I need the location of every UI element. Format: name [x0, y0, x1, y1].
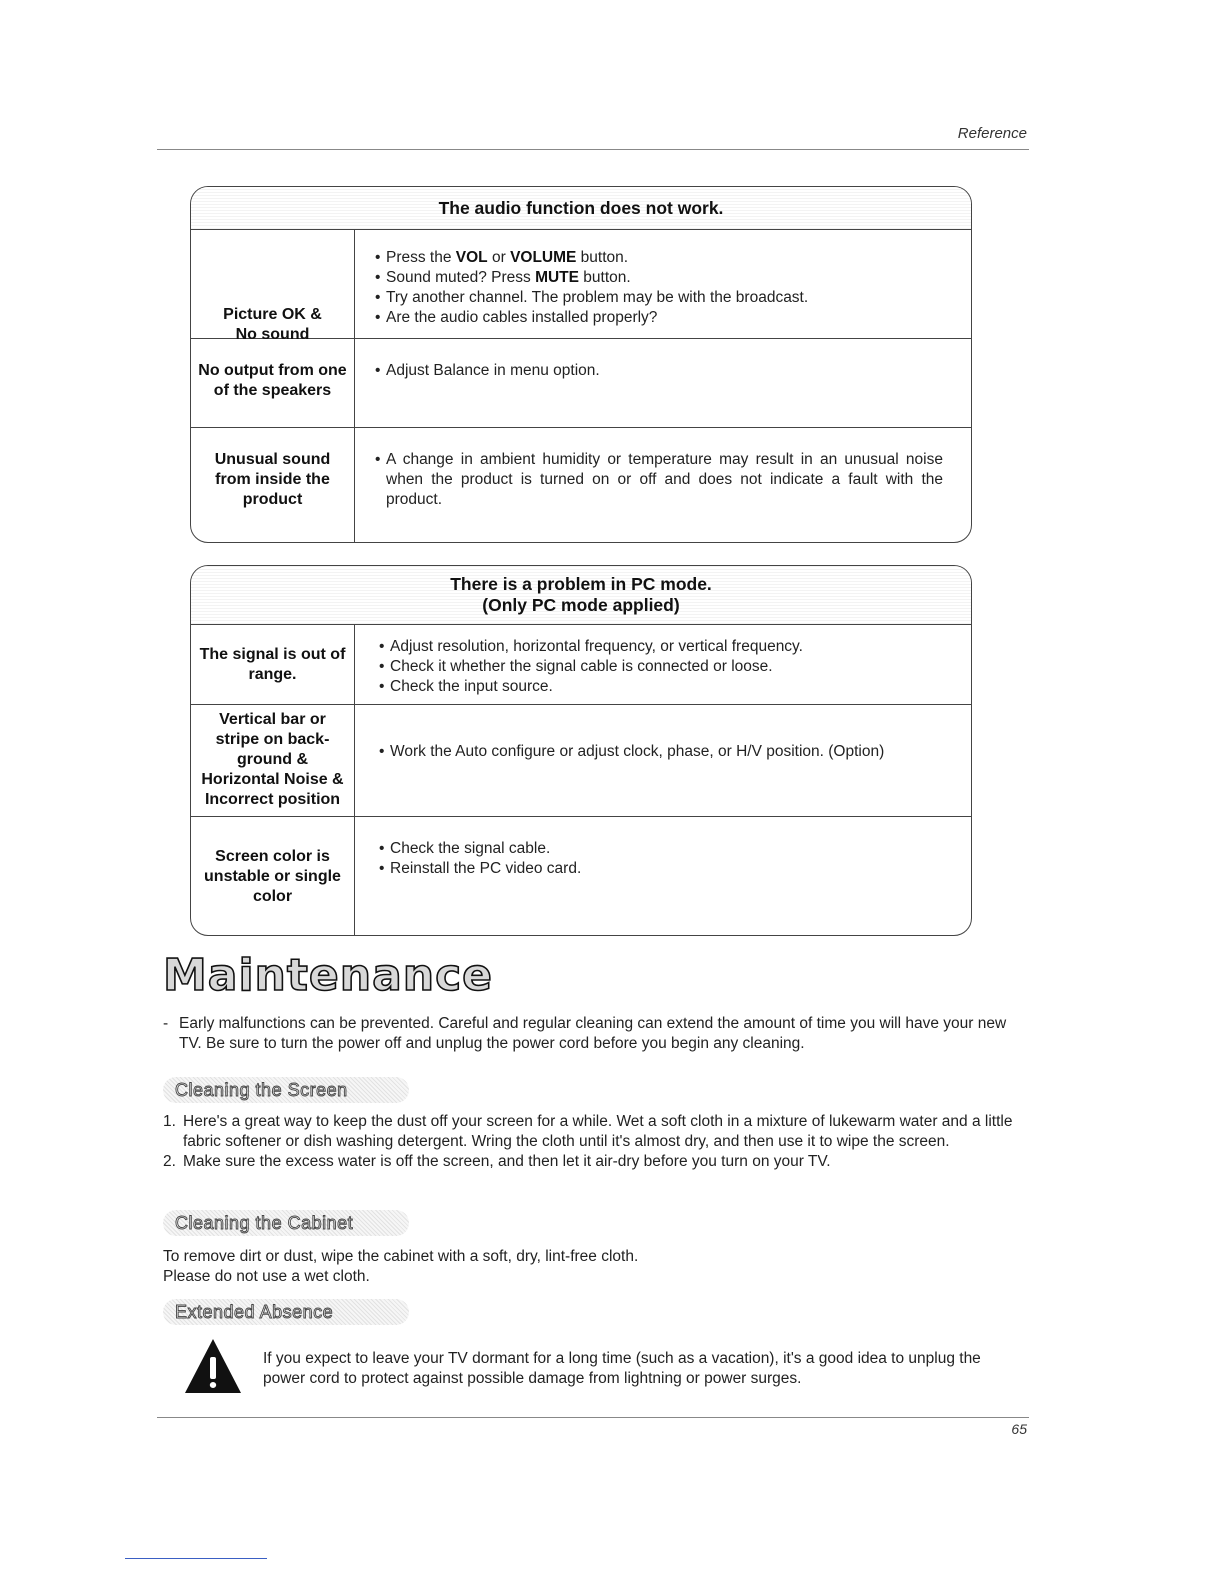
list-item: • Adjust resolution, horizontal frequency, or vertical frequency. — [379, 637, 943, 657]
extended-absence-text: If you expect to leave your TV dormant for a long time (such as a vacation), it's a good idea to unplug the power cord to protect against possible damage from lightning or power surges. — [263, 1350, 981, 1387]
list-item: • Check the input source. — [379, 677, 943, 697]
maintenance-title: Maintenance — [163, 950, 494, 1001]
footer-rule — [157, 1417, 1029, 1418]
list-item: • Check it whether the signal cable is connected or loose. — [379, 657, 943, 677]
cleaning-screen-steps — [163, 1112, 1021, 1172]
row-content — [355, 230, 971, 338]
header-rule — [157, 149, 1029, 150]
audio-table-title: The audio function does not work. — [191, 187, 971, 230]
table-row — [191, 625, 971, 705]
pc-table-title: There is a problem in PC mode. (Only PC mode applied) — [191, 566, 971, 625]
page-number: 65 — [1011, 1421, 1027, 1437]
cleaning-cabinet-heading: Cleaning the Cabinet — [163, 1210, 409, 1236]
list-item: • Sound muted? Press MUTE button. — [375, 268, 943, 288]
table-row — [191, 339, 971, 428]
row-label: Unusual sound from inside the product — [191, 428, 355, 542]
list-item: • Adjust Balance in menu option. — [375, 361, 943, 381]
row-content — [355, 339, 971, 427]
section-label: Reference — [957, 125, 1027, 142]
cleaning-screen-heading: Cleaning the Screen — [163, 1077, 409, 1103]
extended-absence-heading: Extended Absence — [163, 1299, 409, 1325]
list-item: • Are the audio cables installed properly? — [375, 308, 943, 328]
list-item: • Check the signal cable. — [379, 839, 943, 859]
cleaning-cabinet-text: To remove dirt or dust, wipe the cabinet with a soft, dry, lint-free cloth. Please do not use a wet cloth. — [163, 1248, 639, 1285]
row-content — [355, 625, 971, 704]
list-item: • Reinstall the PC video card. — [379, 859, 943, 879]
row-label: Vertical bar or stripe on back- ground & Horizontal Noise & Incorrect position — [191, 705, 355, 816]
table-row — [191, 817, 971, 935]
row-label: Screen color is unstable or single color — [191, 817, 355, 935]
list-item: • Press the VOL or VOLUME button. — [375, 248, 943, 268]
row-label: Picture OK & No sound — [191, 230, 355, 338]
warning-triangle-icon — [184, 1338, 242, 1394]
table-row — [191, 705, 971, 817]
table-row — [191, 428, 971, 542]
list-item: • Work the Auto configure or adjust clock, phase, or H/V position. (Option) — [379, 742, 943, 762]
maintenance-intro: - Early malfunctions can be prevented. Careful and regular cleaning can extend the amount of time you will have your new TV. Be sure to turn the power off and unplug the power cord before you begin any cleaning. — [163, 1015, 1007, 1052]
audio-trouble-table — [190, 186, 972, 543]
pc-trouble-table — [190, 565, 972, 936]
list-item: 2. Make sure the excess water is off the screen, and then let it air-dry before you turn on your TV. — [163, 1153, 831, 1170]
row-content — [355, 705, 971, 816]
row-content — [355, 428, 971, 542]
row-label: The signal is out of range. — [191, 625, 355, 704]
row-label: No output from one of the speakers — [191, 339, 355, 427]
list-item: • Try another channel. The problem may be with the broadcast. — [375, 288, 943, 308]
footer-link-line — [125, 1558, 267, 1559]
row-content — [355, 817, 971, 935]
list-item: • A change in ambient humidity or temperature may result in an unusual noise when the product is turned on or off and does not indicate a fault with the product. — [375, 450, 943, 510]
list-item: 1. Here's a great way to keep the dust off your screen for a while. Wet a soft cloth in a mixture of lukewarm water and a little fabric softener or dish washing detergent. Wring the cloth until it's almost dry, and then use it to wipe the screen. — [163, 1113, 1013, 1150]
table-row — [191, 230, 971, 343]
